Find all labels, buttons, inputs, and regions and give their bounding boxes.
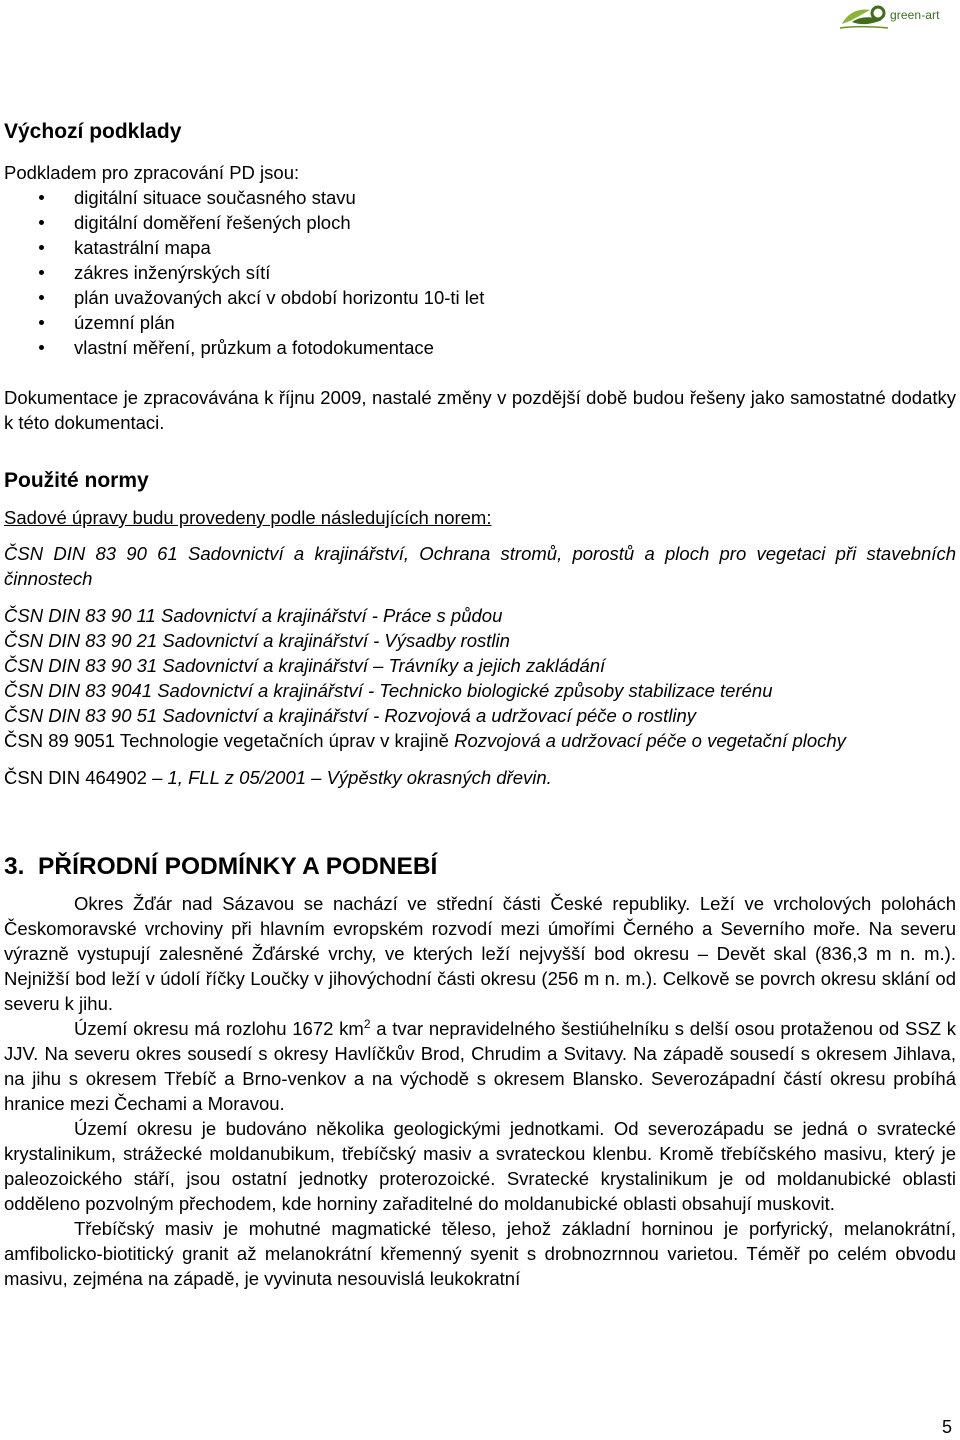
superscript: 2 xyxy=(363,1016,371,1031)
norm-item: ČSN DIN 83 90 51 Sadovnictví a krajinářství - Rozvojová a udržovací péče o rostliny xyxy=(4,705,697,726)
norm-item: ČSN DIN 83 90 61 Sadovnictví a krajinářství, Ochrana stromů, porostů a ploch pro vegetaci při stavebních činnostech xyxy=(4,543,956,589)
list-item: vlastní měření, průzkum a fotodokumentace xyxy=(4,335,956,360)
norm-item xyxy=(4,728,956,753)
body-paragraph: Třebíčský masiv je mohutné magmatické těleso, jehož základní horninou je porfyrický, melanokrátní, amfibolicko-biotitický granit až melanokrátní křemenný syenit s drobnozrnnou varietou. Téměř po celém obvodu masivu, zejména na západě, je vyvinuta nesouvislá leukokratní xyxy=(4,1218,956,1289)
norm-code: ČSN 89 9051 Technologie vegetačních úprav v krajině xyxy=(4,730,449,751)
list-item: digitální doměření řešených ploch xyxy=(4,210,956,235)
body-paragraph xyxy=(4,1016,956,1116)
paragraph-text: Území okresu má rozlohu 1672 km xyxy=(74,1018,364,1039)
norm-item: ČSN DIN 83 90 21 Sadovnictví a krajinářství - Výsadby rostlin xyxy=(4,630,510,651)
norm-code: ČSN DIN 464902 xyxy=(4,767,153,788)
norm-item: ČSN DIN 83 9041 Sadovnictví a krajinářství - Technicko biologické způsoby stabilizace terénu xyxy=(4,680,773,701)
logo-text: green-art xyxy=(890,8,940,22)
page-number: 5 xyxy=(941,1417,952,1437)
norm-item xyxy=(4,765,956,790)
company-logo xyxy=(838,2,954,32)
norm-item: ČSN DIN 83 90 11 Sadovnictví a krajinářství - Práce s půdou xyxy=(4,605,503,626)
documentation-note: Dokumentace je zpracovávána k říjnu 2009, nastalé změny v pozdější době budou řešeny jako samostatné dodatky k této dokumentaci. xyxy=(4,387,956,433)
podklady-intro: Podkladem pro zpracování PD jsou: xyxy=(4,162,300,183)
norm-item: ČSN DIN 83 90 31 Sadovnictví a krajinářství – Trávníky a jejich zakládání xyxy=(4,655,606,676)
document-content xyxy=(4,118,956,1291)
norm-title: Rozvojová a udržovací péče o vegetační plochy xyxy=(448,730,846,751)
list-item: digitální situace současného stavu xyxy=(4,185,956,210)
body-paragraph: Okres Žďár nad Sázavou se nachází ve střední části České republiky. Leží ve vrcholových polohách Českomoravské vrchoviny při hlavním evropském rozvodí mezi úmořími Černého a Severního moře. Na severu výrazně vystupují zalesněné Žďárské vrchy, ve kterých leží nejvyšší bod okresu – Devět skal (836,3 m n. m.). Nejnižší bod leží v údolí říčky Loučky v jihovýchodní části okresu (256 m n. m.). Celkově se povrch okresu sklání od severu k jihu. xyxy=(4,893,956,1014)
list-item: katastrální mapa xyxy=(4,235,956,260)
section-heading-podklady: Výchozí podklady xyxy=(4,120,182,143)
chapter-heading: 3. PŘÍRODNÍ PODMÍNKY A PODNEBÍ xyxy=(4,853,438,880)
list-item: plán uvažovaných akcí v období horizontu 10-ti let xyxy=(4,285,956,310)
section-heading-normy: Použité normy xyxy=(4,469,149,492)
list-item: zákres inženýrských sítí xyxy=(4,260,956,285)
body-paragraph: Území okresu je budováno několika geologickými jednotkami. Od severozápadu se jedná o svratecké krystalinikum, strážecké moldanubikum, třebíčský masiv a svrateckou klenbu. Kromě třebíčského masivu, který je paleozoického stáří, jsou ostatní jednotky proterozoické. Svratecké krystalinikum je od moldanubické oblasti odděleno pozvolným přechodem, kde horniny zařaditelné do moldanubické oblasti obsahují muskovit. xyxy=(4,1118,956,1214)
norm-title: – 1, FLL z 05/2001 – Výpěstky okrasných dřevin. xyxy=(152,767,552,788)
paragraph-text: a tvar nepravidelného šestiúhelníku s delší osou protaženou od SSZ k JJV. Na severu okres sousedí s okresy Havlíčkův Brod, Chrudim a Svitavy. Na západě sousedí s okresem Jihlava, na jihu s okresem Třebíč a Brno-venkov a na východě s okresem Blansko. Severozápadní částí okresu probíhá hranice mezi Čechami a Moravou. xyxy=(4,1018,956,1114)
podklady-list xyxy=(4,185,956,360)
list-item: územní plán xyxy=(4,310,956,335)
normy-intro: Sadové úpravy budu provedeny podle následujících norem: xyxy=(4,507,492,528)
leaf-logo-icon xyxy=(838,2,890,32)
